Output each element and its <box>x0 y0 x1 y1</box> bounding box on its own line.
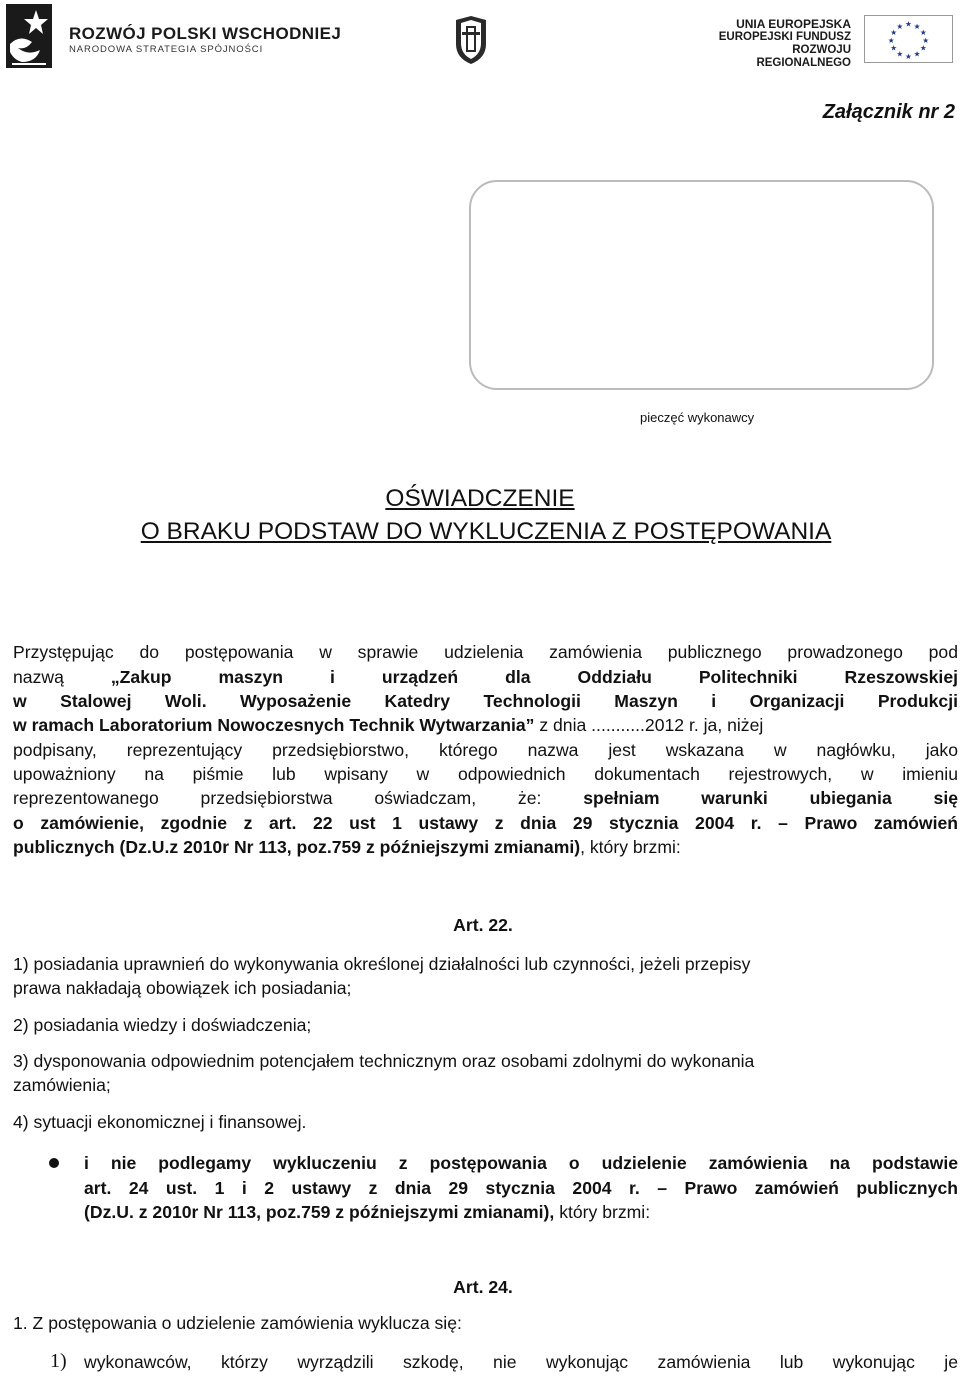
intro-line-7-bold: spełniam warunki ubiegania się <box>583 788 959 808</box>
intro-line-8 <box>13 811 958 835</box>
intro-date-text: z dnia ...........2012 r. ja, niżej <box>534 715 764 735</box>
tender-name-part-2: w Stalowej Woli. Wyposażenie Katedry Technologii Maszyn i Organizacji Produkcji <box>13 691 958 711</box>
bullet-line-2-bold: art. 24 ust. 1 i 2 ustawy z dnia 29 stycznia 2004 r. – Prawo zamówień publicznych <box>84 1178 958 1198</box>
svg-text:★: ★ <box>905 52 912 62</box>
intro-line-8-bold: o zamówienie, zgodnie z art. 22 ust 1 ustawy z dnia 29 stycznia 2004 r. – Prawo zamówień <box>13 813 958 833</box>
contractor-stamp-caption: pieczęć wykonawcy <box>640 410 755 425</box>
document-title: OŚWIADCZENIE <box>385 485 575 512</box>
svg-text:★: ★ <box>922 35 930 45</box>
attachment-label: Załącznik nr 2 <box>822 101 955 123</box>
eu-line-1: UNIA EUROPEJSKA <box>736 17 851 31</box>
university-emblem-icon <box>452 14 490 66</box>
svg-text:★: ★ <box>890 28 898 38</box>
svg-text:★: ★ <box>913 21 921 31</box>
art-24-item-1-text: wykonawców, którzy wyrządzili szkodę, nie wykonując zamówienia lub wykonując je <box>84 1352 958 1372</box>
svg-text:★: ★ <box>896 49 904 59</box>
svg-text:★: ★ <box>919 28 927 38</box>
art-22-point-4: 4) sytuacji ekonomicznej i finansowej. <box>13 1112 307 1132</box>
svg-text:★: ★ <box>919 43 927 53</box>
art-24-item-1-number: 1) <box>50 1350 67 1372</box>
bullet-line-2 <box>84 1176 958 1200</box>
contractor-stamp-box <box>469 180 934 390</box>
intro-line-6: upoważniony na piśmie lub wpisany w odpowiednich dokumentach rejestrowych, w imieniu <box>13 764 958 784</box>
eu-flag-icon <box>864 15 953 63</box>
intro-line-4 <box>13 713 958 737</box>
svg-text:★: ★ <box>887 35 895 45</box>
bullet-line-3-suffix: który brzmi: <box>554 1202 651 1222</box>
document-subtitle: O BRAKU PODSTAW DO WYKLUCZENIA Z POSTĘPOWANIA <box>140 518 832 545</box>
rozwoj-polski-wschodniej-logo-icon <box>6 4 52 68</box>
art-22-point-3-line-2: zamówienia; <box>13 1075 111 1095</box>
intro-line-9-suffix: , który brzmi: <box>580 837 681 857</box>
art-24-point-1: 1. Z postępowania o udzielenie zamówienia wyklucza się: <box>13 1313 462 1333</box>
eu-fund-label <box>703 18 851 70</box>
art-22-point-3-line-1: 3) dysponowania odpowiednim potencjałem technicznym oraz osobami zdolnymi do wykonania <box>13 1051 755 1071</box>
bullet-line-1 <box>84 1151 958 1175</box>
svg-text:★: ★ <box>913 49 921 59</box>
art-22-point-1-line-1: 1) posiadania uprawnień do wykonywania określonej działalności lub czynności, jeżeli przepisy <box>13 954 751 974</box>
art-24-heading: Art. 24. <box>453 1277 513 1297</box>
bullet-line-1-bold: i nie podlegamy wykluczeniu z postępowania o udzielenie zamówienia na podstawie <box>84 1153 958 1173</box>
tender-name-part-1: „Zakup maszyn i urządzeń dla Oddziału Politechniki Rzeszowskiej <box>110 667 958 687</box>
tender-name-part-3: w ramach Laboratorium Nowoczesnych Technik Wytwarzania” <box>13 715 535 735</box>
eu-line-3: ROZWOJU REGIONALNEGO <box>756 44 851 69</box>
intro-line-2-prefix: nazwą <box>13 667 64 687</box>
svg-text:★: ★ <box>905 19 912 29</box>
intro-line-7 <box>13 786 958 810</box>
intro-line-7-prefix: reprezentowanego przedsiębiorstwa oświadczam, że: <box>13 788 542 808</box>
bullet-icon <box>49 1158 59 1168</box>
intro-line-5: podpisany, reprezentujący przedsiębiorstwo, którego nazwa jest wskazana w nagłówku, jako <box>13 740 958 760</box>
art-22-point-2: 2) posiadania wiedzy i doświadczenia; <box>13 1015 312 1035</box>
svg-text:★: ★ <box>890 43 898 53</box>
intro-line-2 <box>13 665 958 689</box>
bullet-line-3 <box>84 1200 958 1224</box>
svg-text:★: ★ <box>896 21 904 31</box>
intro-line-9-bold: publicznych (Dz.U.z 2010r Nr 113, poz.759 z późniejszymi zmianami) <box>13 837 581 857</box>
art-22-heading: Art. 22. <box>453 915 513 935</box>
intro-line-9 <box>13 835 958 859</box>
eu-line-2: EUROPEJSKI FUNDUSZ <box>718 31 851 43</box>
strategia-spojnosci-subtitle: NARODOWA STRATEGIA SPÓJNOŚCI <box>69 44 264 55</box>
art-22-point-1-line-2: prawa nakładają obowiązek ich posiadania; <box>13 978 352 998</box>
bullet-line-3-bold: (Dz.U. z 2010r Nr 113, poz.759 z późniejszymi zmianami), <box>84 1202 555 1222</box>
rozwoj-polski-wschodniej-title: ROZWÓJ POLSKI WSCHODNIEJ <box>69 24 342 43</box>
intro-line-1: Przystępując do postępowania w sprawie udzielenia zamówienia publicznego prowadzonego pod <box>13 642 958 662</box>
intro-line-3 <box>13 689 958 713</box>
